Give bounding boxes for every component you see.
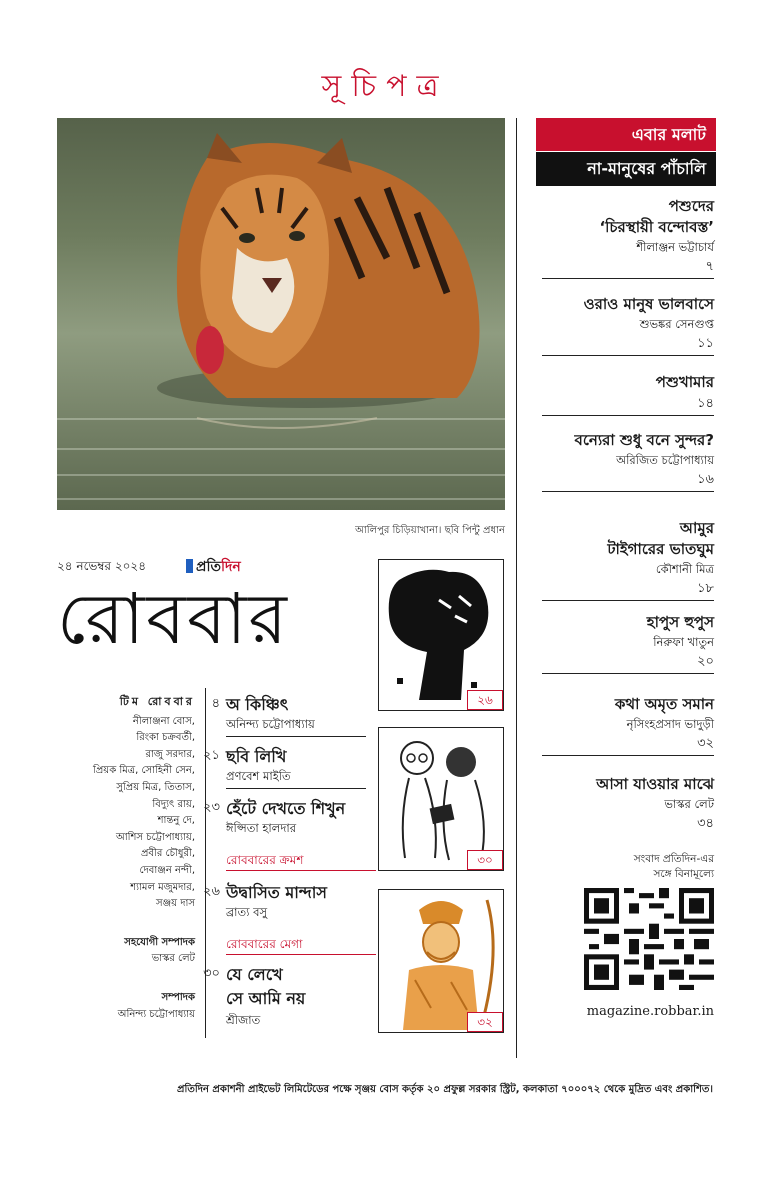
item-title-line1: আসা যাওয়ার মাঝে — [596, 775, 714, 793]
series-rule — [226, 870, 376, 871]
thumbnail-illustration[interactable] — [378, 889, 504, 1033]
item-title-line1: আমুর — [679, 519, 714, 537]
entry-author: ব্রাত্য বসু — [226, 905, 268, 919]
team-member: রাজু সরদার, — [145, 748, 195, 760]
photo-caption: আলিপুর চিড়িয়াখানা। ছবি পিন্টু প্রধান — [355, 525, 505, 536]
ink-blot-illustration — [379, 560, 504, 711]
entry-title: হেঁটে দেখতে শিখুন — [226, 799, 346, 818]
masthead-title: রোববার — [57, 578, 289, 660]
team-member: সুপ্রিয় মিত্র, তিতাস, — [116, 781, 195, 793]
item-page: ১১ — [697, 336, 714, 351]
tiger-illustration — [57, 118, 505, 510]
series-label: রোববারের মেগা — [226, 937, 303, 951]
entry-page: ২১ — [203, 748, 220, 763]
free-note-line1: সংবাদ প্রতিদিন-এর — [633, 853, 714, 865]
item-page: ৩৪ — [697, 816, 714, 831]
item-rule — [542, 355, 714, 356]
entry-page: ৩০ — [203, 966, 220, 981]
thumbnail-page-badge: ৩০ — [467, 850, 503, 870]
item-page: ১৪ — [697, 396, 714, 411]
item-author: শীলাঞ্জন ভট্টাচার্য — [636, 240, 714, 254]
entry-author: অনিন্দ্য চট্টোপাধ্যায় — [226, 717, 315, 731]
entry-title: উদ্বাসিত মান্দাস — [226, 883, 327, 902]
team-member: আশিস চট্টোপাধ্যায়, — [115, 831, 195, 843]
cover-photo — [57, 118, 505, 510]
item-page: ২০ — [697, 654, 714, 669]
website-link[interactable]: magazine.robbar.in — [586, 1004, 714, 1019]
entry-title: অ কিঞ্চিৎ — [226, 695, 289, 714]
column-divider — [516, 118, 517, 1058]
item-page: ১৬ — [697, 472, 714, 487]
item-rule — [542, 491, 714, 492]
entry-author: শ্রীজাত — [226, 1013, 261, 1027]
cover-story-item[interactable] — [522, 372, 714, 416]
qr-code-icon[interactable] — [584, 888, 714, 990]
cover-story-item[interactable] — [522, 612, 714, 674]
entry-author: প্রণবেশ মাইতি — [226, 769, 291, 783]
team-member: দেবাঞ্জন নন্দী, — [139, 864, 195, 876]
free-with-newspaper-note — [560, 852, 714, 882]
item-author: ভাস্কর লেট — [664, 797, 714, 811]
item-rule — [542, 673, 714, 674]
item-title-line1: কথা অমৃত সমান — [614, 695, 714, 713]
assoc-editor-role: সহযোগী সম্পাদক — [124, 936, 195, 948]
team-member: প্রিয়ক মিত্র, সোহিনী সেন, — [92, 765, 195, 777]
brand-name-part2: দিন — [220, 559, 241, 575]
item-rule — [542, 600, 714, 601]
thumbnail-page-badge: ২৬ — [467, 690, 503, 710]
page-heading: সূচিপত্র — [321, 69, 449, 104]
free-note-line2: সঙ্গে বিনামূল্যে — [653, 868, 714, 880]
item-title-line1: হাপুস হুপুস — [646, 613, 714, 631]
entry-title-line1: যে লেখে — [226, 965, 283, 984]
series-rule — [226, 954, 376, 955]
item-title-line1: বন্যেরা শুধু বনে সুন্দর? — [574, 431, 714, 449]
team-member: রিংকা চক্রবর্তী, — [136, 732, 195, 744]
team-heading: টিম রোববার — [119, 695, 195, 708]
entry-rule — [226, 736, 366, 737]
publisher-footer: প্রতিদিন প্রকাশনী প্রাইভেট লিমিটেডের পক্ষে সৃঞ্জয় বোস কর্তৃক ২০ প্রফুল্ল সরকার স্ট্রিট, কলকাতা ৭০০০৭২ থেকে মুদ্রিত এবং প্রকাশিত। — [177, 1084, 713, 1095]
cover-story-item[interactable] — [522, 774, 714, 835]
cover-story-item[interactable] — [522, 294, 714, 356]
team-member: শান্তনু দে, — [157, 815, 195, 827]
item-rule — [542, 755, 714, 756]
cover-story-item[interactable] — [522, 430, 714, 492]
thumbnail-illustration[interactable] — [378, 727, 504, 871]
item-author: অরিজিত চট্টোপাধ্যায় — [616, 453, 714, 467]
thumbnail-page-badge: ৩২ — [467, 1012, 503, 1032]
cover-story-item[interactable] — [522, 518, 714, 601]
issue-date: ২৪ নভেম্বর ২০২৪ — [57, 559, 147, 573]
item-page: ৭ — [705, 259, 714, 274]
team-member: সঞ্জয় দাস — [156, 898, 195, 910]
item-author: নৃসিংহপ্রসাদ ভাদুড়ী — [626, 717, 714, 731]
brand-mark-icon — [186, 559, 193, 573]
team-member: প্রবীর চৌধুরী, — [140, 848, 195, 860]
item-title-line2: ‘চিরস্থায়ী বন্দোবস্ত’ — [599, 218, 714, 236]
item-page: ৩২ — [697, 736, 714, 751]
item-author: শুভঙ্কর সেনগুপ্ত — [639, 317, 714, 331]
entry-page: ৪ — [211, 696, 220, 711]
team-member: বিদ্যুৎ রায়, — [152, 798, 195, 810]
editor-name: অনিন্দ্য চট্টোপাধ্যায় — [117, 1008, 195, 1020]
entry-rule — [226, 788, 366, 789]
entry-title: ছবি লিখি — [226, 747, 287, 766]
item-title-line1: পশুখামার — [655, 373, 714, 391]
item-title-line1: পশুদের — [668, 197, 714, 215]
item-rule — [542, 278, 714, 279]
brand-name-part1: প্রতি — [196, 559, 221, 575]
entry-page: ২৩ — [203, 800, 220, 815]
cover-story-label: এবার মলাট — [536, 118, 716, 151]
item-author: কৌশানী মিত্র — [655, 562, 714, 576]
thumbnail-illustration[interactable] — [378, 559, 504, 711]
team-member: নীলাঞ্জনা বোস, — [132, 715, 195, 727]
editor-role: সম্পাদক — [161, 991, 195, 1003]
item-author: নিরুফা খাতুন — [653, 635, 714, 649]
team-credits — [57, 694, 195, 1023]
item-title-line2: টাইগারের ভাতঘুম — [607, 540, 714, 558]
item-title-line1: ওরাও মানুষ ভালবাসে — [583, 295, 714, 313]
cover-story-title: না-মানুষের পাঁচালি — [536, 152, 716, 186]
item-page: ১৮ — [697, 581, 714, 596]
entry-author: ঈপ্সিতা হালদার — [226, 821, 297, 835]
entry-page: ২৬ — [203, 884, 220, 899]
entry-title-line2: সে আমি নয় — [226, 989, 306, 1008]
cover-story-item[interactable] — [522, 196, 714, 279]
cover-story-item[interactable] — [522, 694, 714, 756]
assoc-editor-name: ভাস্কর লেট — [151, 953, 195, 965]
item-rule — [542, 415, 714, 416]
team-member: শ্যামল মজুমদার, — [130, 881, 195, 893]
series-label: রোববারের ক্রমশ — [226, 853, 304, 867]
team-divider — [205, 688, 206, 1038]
